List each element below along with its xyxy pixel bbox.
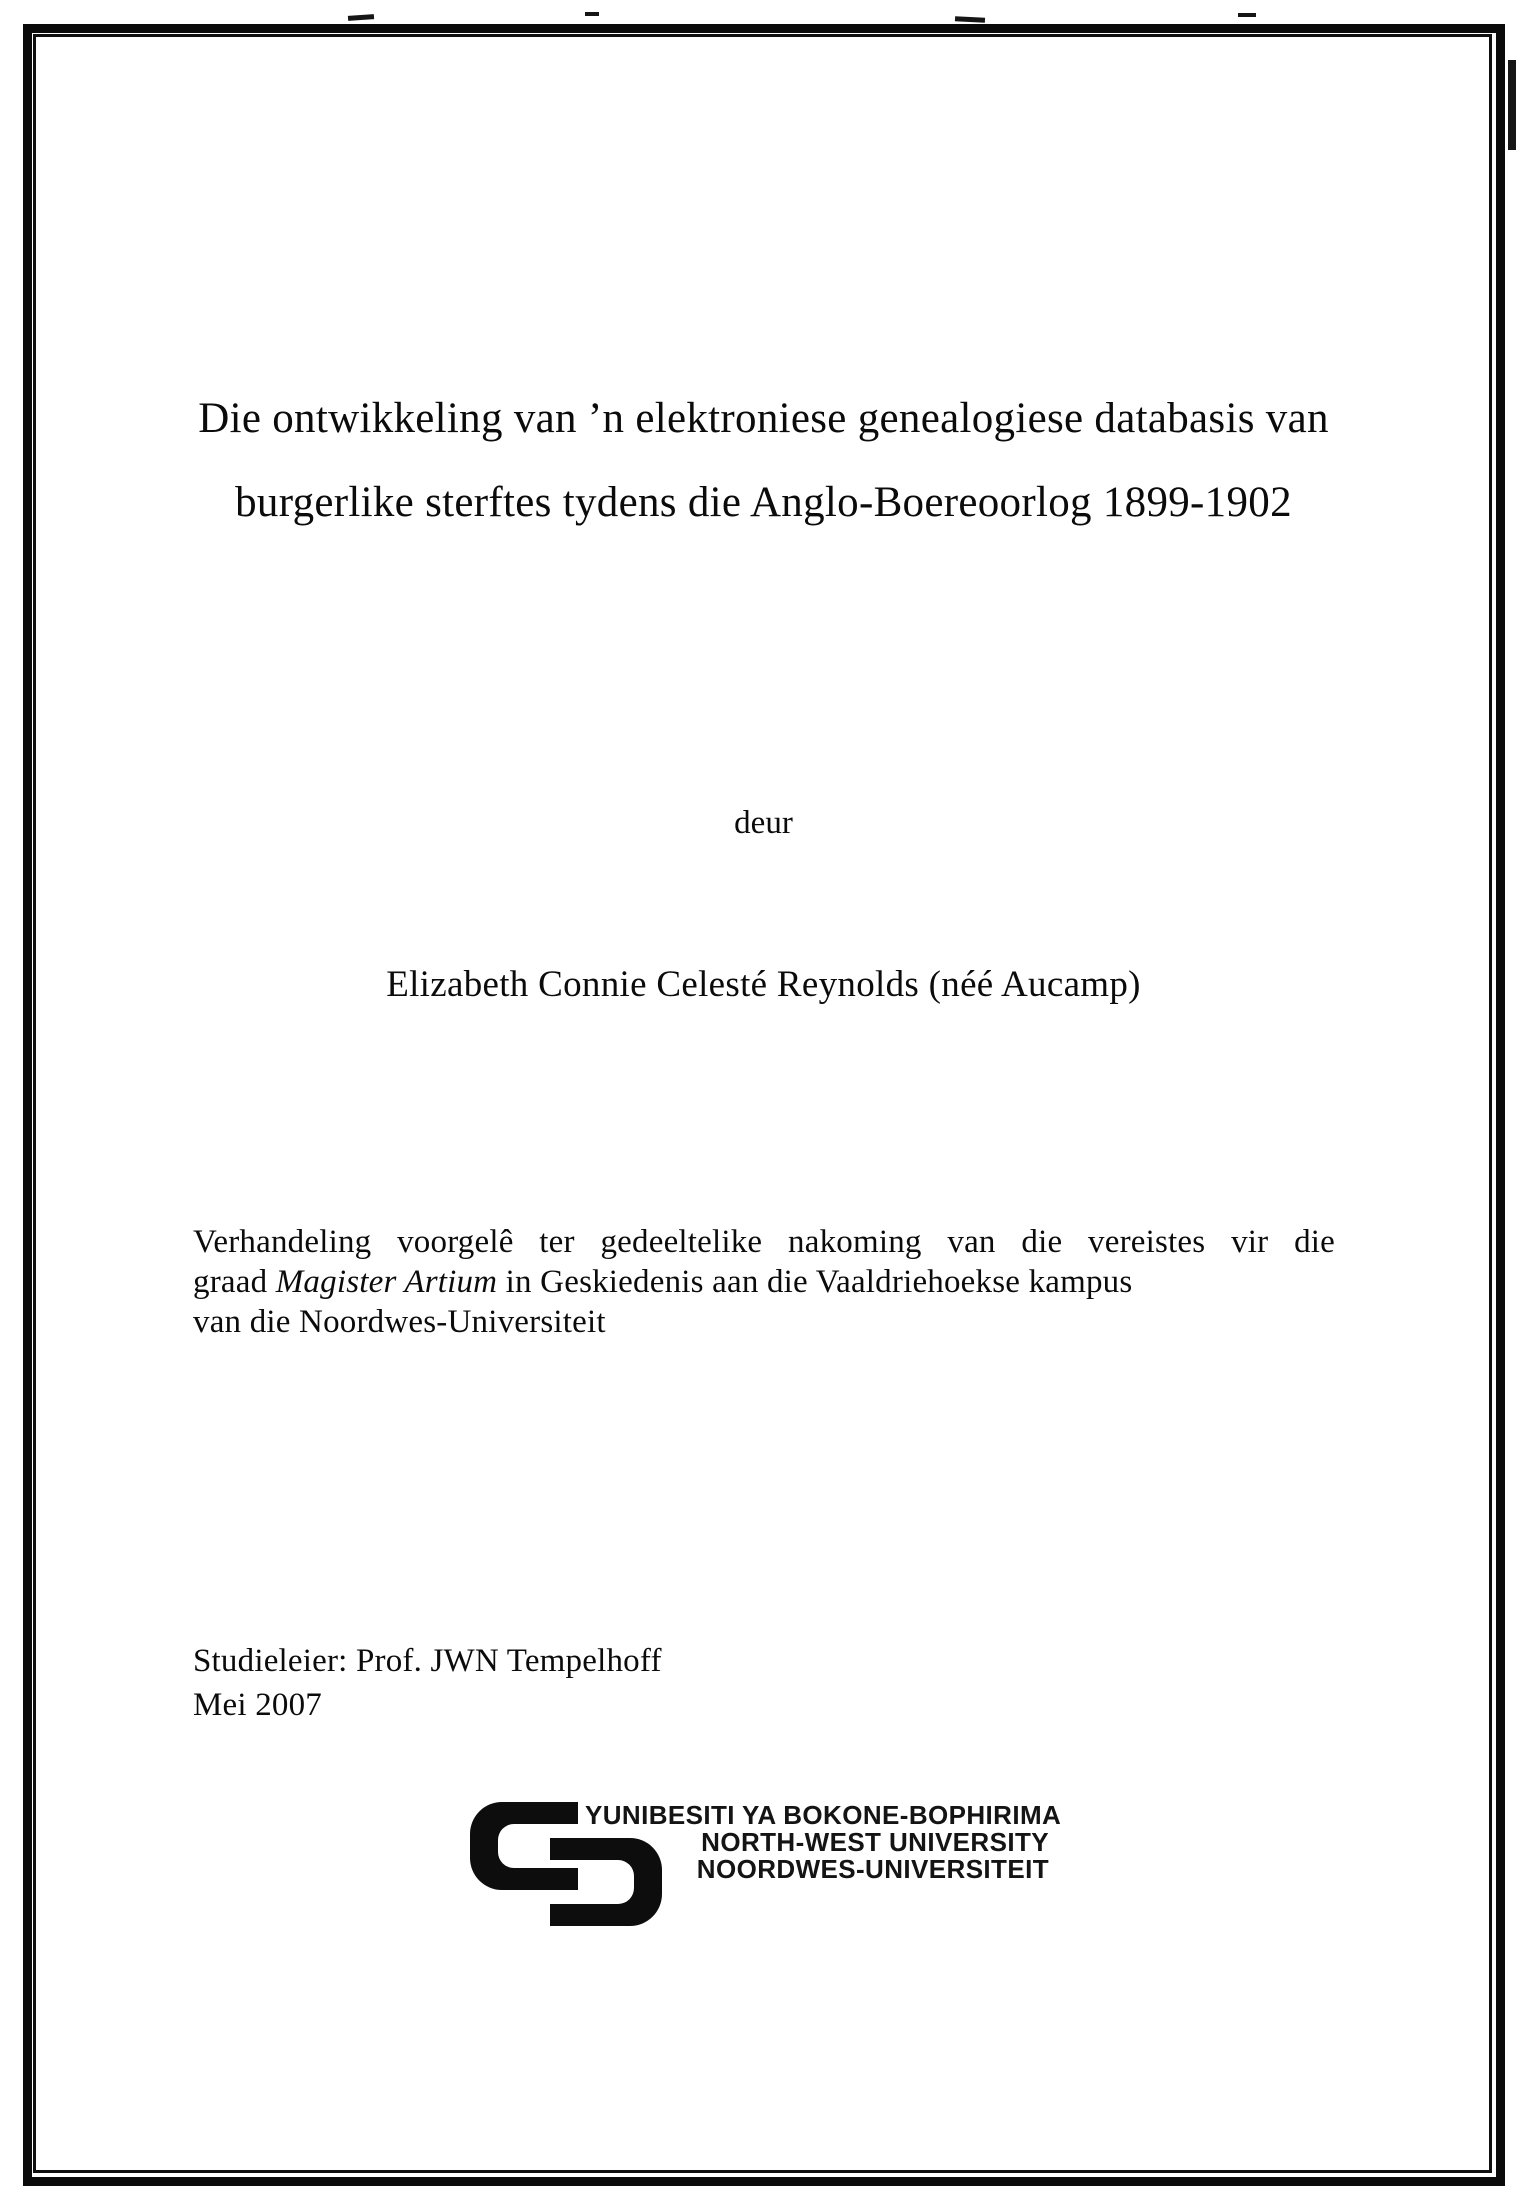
description-line2-suffix: in Geskiedenis aan die Vaaldriehoekse kampus [497, 1264, 1133, 1300]
university-logo [466, 1796, 1086, 1936]
thesis-title [80, 377, 1447, 545]
degree-name: Magister Artium [275, 1264, 498, 1300]
scan-speckle [1238, 13, 1256, 17]
description-line1: Verhandeling voorgelê ter gedeeltelike nakoming van die vereistes vir die [193, 1224, 1335, 1260]
thesis-title-line2: burgerlike sterftes tydens die Anglo-Boereoorlog 1899-1902 [235, 479, 1292, 526]
thesis-title-line1: Die ontwikkeling van ’n elektroniese genealogiese databasis van [198, 395, 1329, 442]
byline: deur [734, 805, 793, 841]
author-name: Elizabeth Connie Celesté Reynolds (néé Aucamp) [386, 964, 1141, 1005]
scan-speckle [955, 16, 985, 23]
date-line: Mei 2007 [193, 1687, 323, 1723]
university-logo-text [585, 1800, 1062, 1884]
logo-text-afrikaans: NOORDWES-UNIVERSITEIT [696, 1854, 1049, 1884]
scan-speckle [348, 14, 374, 21]
description-line3: van die Noordwes-Universiteit [193, 1304, 606, 1340]
description-line2 [193, 1262, 1335, 1302]
logo-text-english: NORTH-WEST UNIVERSITY [701, 1827, 1049, 1857]
supervisor-block [193, 1639, 662, 1727]
supervisor-line: Studieleier: Prof. JWN Tempelhoff [193, 1643, 662, 1679]
scan-speckle [585, 12, 599, 16]
description-line2-prefix: graad [193, 1264, 276, 1300]
logo-text-setswana: YUNIBESITI YA BOKONE-BOPHIRIMA [585, 1800, 1062, 1830]
scan-speckle [1508, 60, 1516, 150]
thesis-description [193, 1222, 1335, 1342]
